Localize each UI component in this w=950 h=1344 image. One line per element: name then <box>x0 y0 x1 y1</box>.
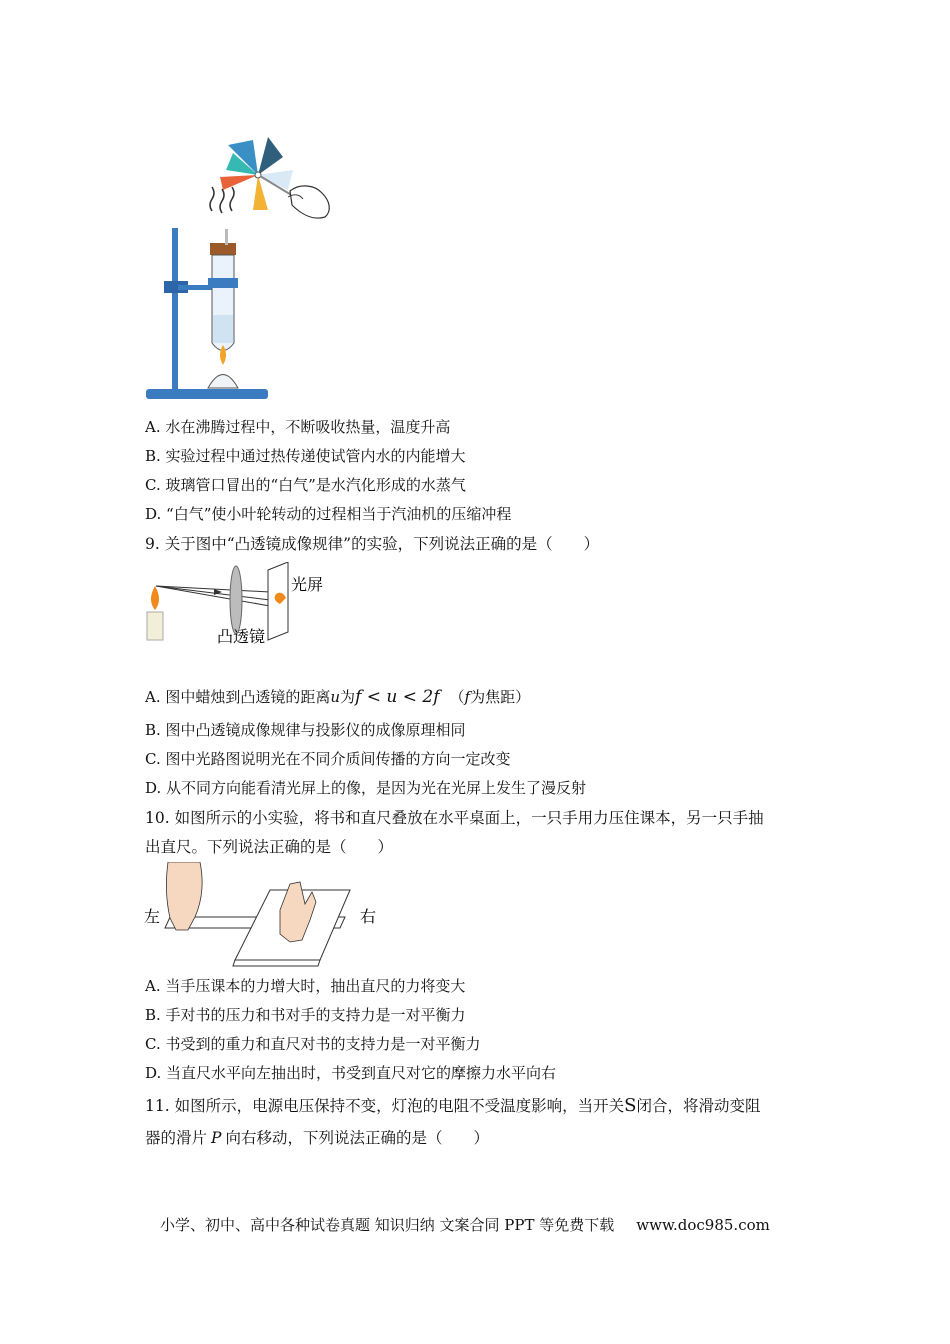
q9-option-a-var: u <box>330 688 341 706</box>
right-label: 右 <box>360 907 377 926</box>
q11-stem-line2-b: 向右移动，下列说法正确的是（ ） <box>225 1129 489 1147</box>
convex-lens-figure <box>140 562 340 652</box>
q11-switch-var: S <box>624 1095 637 1116</box>
q10-option-a: A. 当手压课本的力增大时，抽出直尺的力将变大 <box>145 977 466 995</box>
q10-stem-line2: 出直尺。下列说法正确的是（ ） <box>145 838 394 856</box>
page-footer <box>160 1214 770 1235</box>
q10-option-b: B. 手对书的压力和书对手的支持力是一对平衡力 <box>145 1006 466 1024</box>
q9-option-a-f: f <box>464 688 471 706</box>
book-ruler-figure <box>140 862 400 967</box>
q9-option-a-suffix: 为焦距） <box>470 688 531 706</box>
q9-option-b: B. 图中凸透镜成像规律与投影仪的成像原理相同 <box>145 721 466 739</box>
q9-option-a <box>145 686 530 707</box>
q11-stem-line2-a: 器的滑片 <box>145 1129 208 1147</box>
q10-stem-line1: 10. 如图所示的小实验，将书和直尺叠放在水平桌面上，一只手用力压住课本，另一只手抽 <box>145 809 764 827</box>
footer-url[interactable]: www.doc985.com <box>636 1216 770 1234</box>
q11-stem-line1-b: 闭合，将滑动变阻 <box>636 1097 761 1115</box>
footer-text: 小学、初中、高中各种试卷真题 知识归纳 文案合同 PPT 等免费下载 <box>160 1216 615 1234</box>
q10-option-c: C. 书受到的重力和直尺对书的支持力是一对平衡力 <box>145 1035 481 1053</box>
q9-option-c: C. 图中光路图说明光在不同介质间传播的方向一定改变 <box>145 750 511 768</box>
left-label: 左 <box>144 907 161 926</box>
q9-option-a-math: f < u < 2f <box>355 687 440 707</box>
q8-option-a: A. 水在沸腾过程中，不断吸收热量，温度升高 <box>145 418 451 436</box>
q11-stem-line1-a: 11. 如图所示，电源电压保持不变，灯泡的电阻不受温度影响，当开关 <box>145 1097 625 1115</box>
q8-option-c: C. 玻璃管口冒出的“白气”是水汽化形成的水蒸气 <box>145 476 466 494</box>
q10-option-d: D. 当直尺水平向左抽出时，书受到直尺对它的摩擦力水平向右 <box>145 1064 557 1082</box>
pinwheel-steam-apparatus-figure <box>140 133 340 408</box>
q9-option-a-mid: 为 <box>340 688 356 706</box>
q9-stem: 9. 关于图中“凸透镜成像规律”的实验，下列说法正确的是（ ） <box>145 535 600 553</box>
q9-option-a-prefix: A. 图中蜡烛到凸透镜的距离 <box>145 688 331 706</box>
q11-stem-line2 <box>145 1126 489 1148</box>
screen-label: 光屏 <box>291 575 324 594</box>
q8-option-b: B. 实验过程中通过热传递使试管内水的内能增大 <box>145 447 466 465</box>
q11-slider-var: P <box>211 1129 222 1147</box>
q9-option-d: D. 从不同方向能看清光屏上的像，是因为光在光屏上发生了漫反射 <box>145 779 587 797</box>
q9-option-a-paren: （ <box>449 688 465 706</box>
q11-stem-line1 <box>145 1094 760 1116</box>
q8-option-d: D. “白气”使小叶轮转动的过程相当于汽油机的压缩冲程 <box>145 505 512 523</box>
lens-label: 凸透镜 <box>217 627 266 646</box>
